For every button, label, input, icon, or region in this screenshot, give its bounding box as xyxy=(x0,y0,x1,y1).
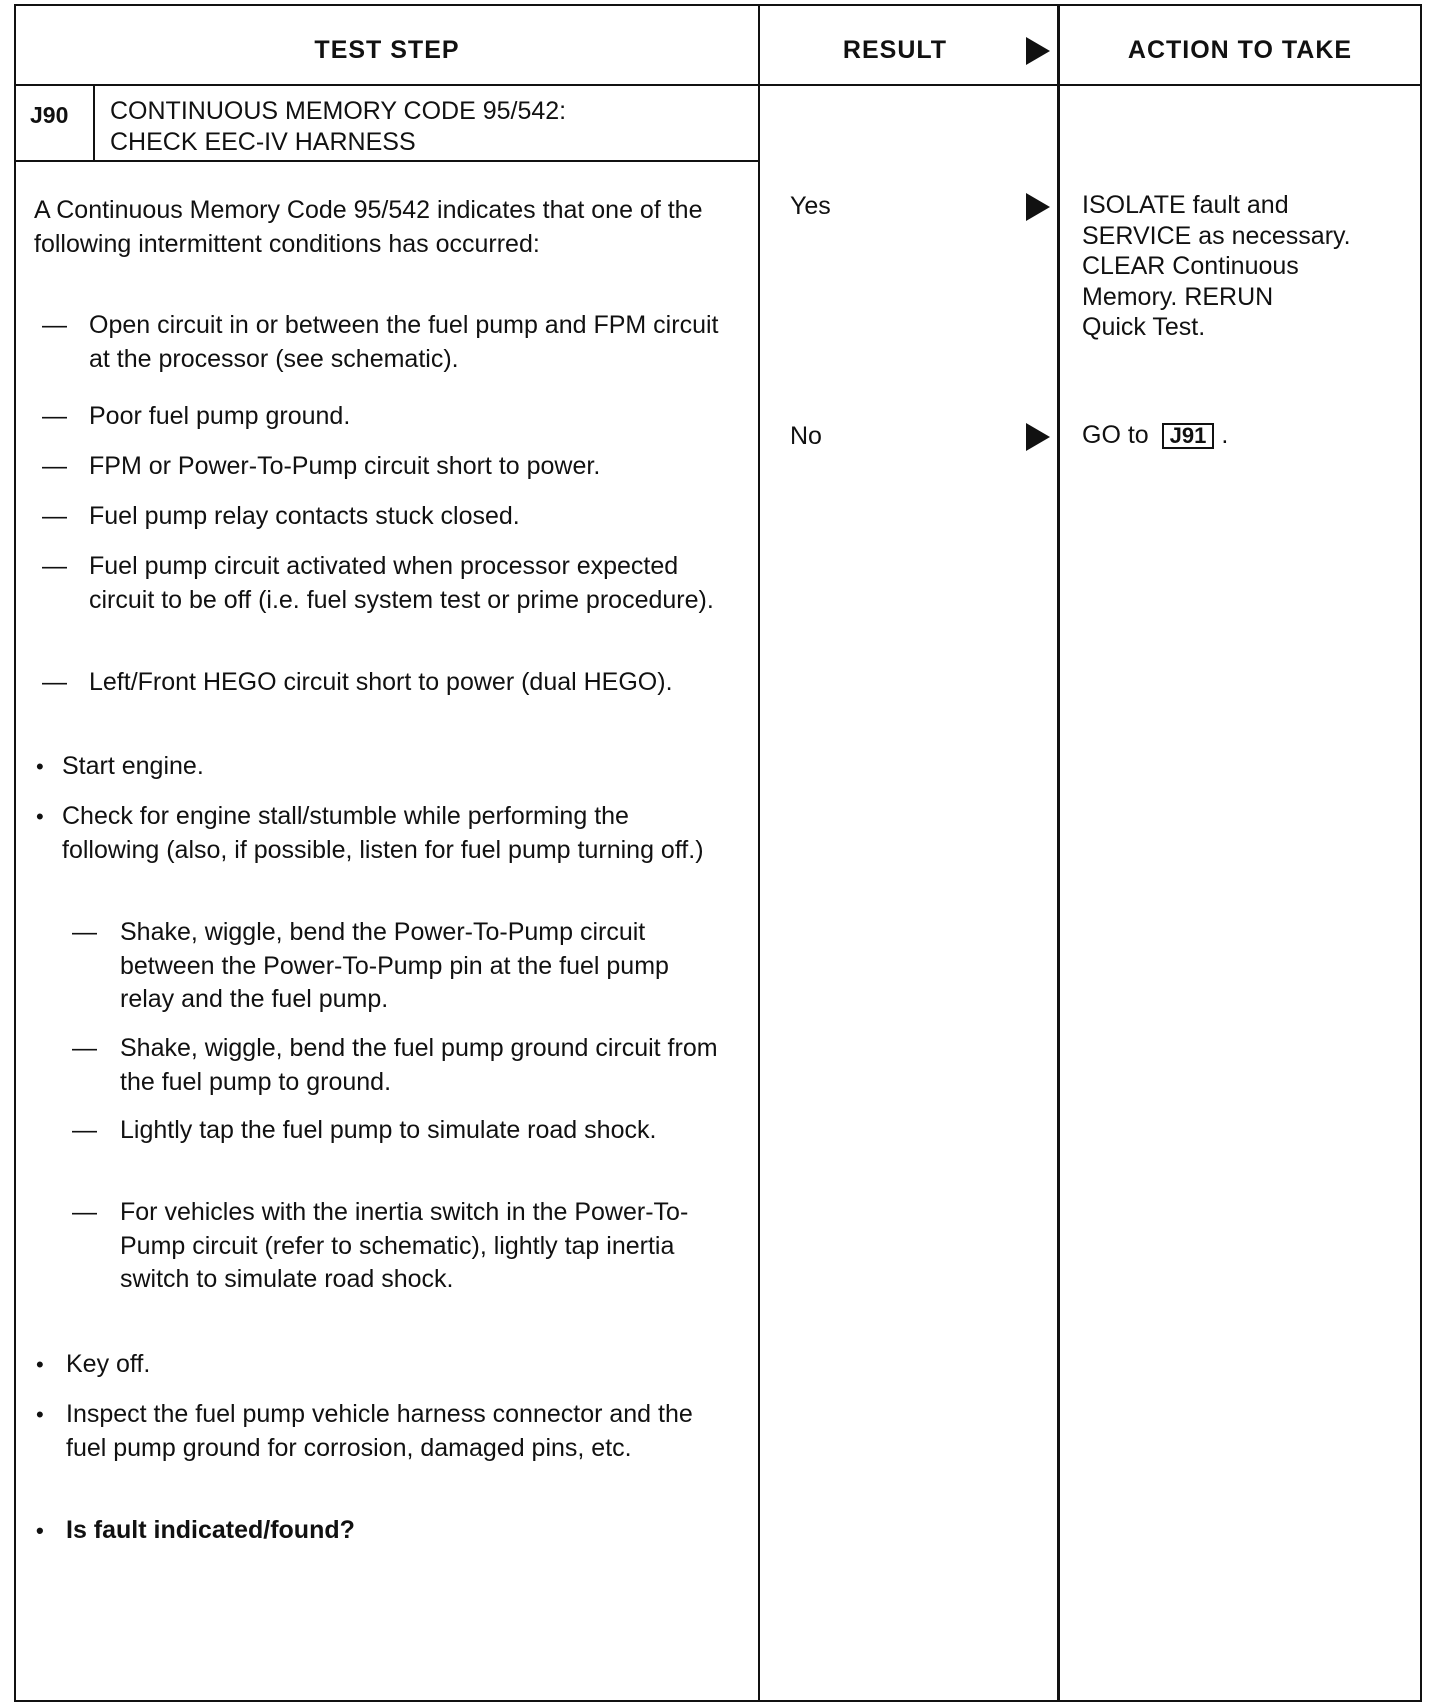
condition-item xyxy=(34,550,734,617)
divider-test-result xyxy=(758,6,760,1700)
condition-text: Fuel pump circuit activated when processor expected circuit to be off (i.e. fuel system test or prime procedure). xyxy=(89,552,714,614)
bullet-icon: • xyxy=(36,1518,44,1543)
step-title xyxy=(110,96,750,158)
bullet-icon: • xyxy=(36,754,44,779)
action-no xyxy=(1082,420,1412,451)
condition-text: Poor fuel pump ground. xyxy=(89,402,351,430)
diagnostic-table xyxy=(14,4,1422,1702)
dash-icon: — xyxy=(42,552,67,580)
bullet-key-off xyxy=(34,1348,734,1382)
action-yes-line4: Memory. RERUN xyxy=(1082,282,1274,311)
step-title-line2: CHECK EEC-IV HARNESS xyxy=(110,128,416,156)
subcheck-text: Shake, wiggle, bend the Power-To-Pump circuit between the Power-To-Pump pin at the fuel pump relay and the fuel pump. xyxy=(120,918,669,1013)
action-yes-line2: SERVICE as necessary. xyxy=(1082,221,1351,250)
result-yes-arrow-icon xyxy=(1026,193,1050,221)
condition-text: Left/Front HEGO circuit short to power (dual HEGO). xyxy=(89,668,673,696)
action-yes-line3: CLEAR Continuous xyxy=(1082,252,1299,280)
divider-step-id xyxy=(93,86,95,162)
dash-icon: — xyxy=(42,311,67,339)
condition-text: FPM or Power-To-Pump circuit short to power. xyxy=(89,452,601,480)
bullet-text: Start engine. xyxy=(62,752,204,780)
dash-icon: — xyxy=(42,402,67,430)
action-no-prefix: GO to xyxy=(1082,421,1149,449)
dash-icon: — xyxy=(72,1034,97,1062)
subcheck-item xyxy=(64,916,744,1017)
subcheck-item xyxy=(64,1032,744,1099)
step-id: J90 xyxy=(30,102,69,128)
bullet-inspect xyxy=(34,1398,734,1465)
header-action: ACTION TO TAKE xyxy=(1127,36,1353,64)
action-yes-line1: ISOLATE fault and xyxy=(1082,191,1289,219)
dash-icon: — xyxy=(42,502,67,530)
header-arrow-icon xyxy=(1026,37,1050,65)
dash-icon: — xyxy=(72,1116,97,1144)
step-ref-link[interactable]: J91 xyxy=(1162,423,1215,449)
condition-item xyxy=(34,500,734,534)
dash-icon: — xyxy=(72,1198,97,1226)
intro-paragraph: A Continuous Memory Code 95/542 indicates that one of the following intermittent conditions has occurred: xyxy=(34,196,703,258)
bullet-question xyxy=(34,1514,734,1548)
bullet-start-engine xyxy=(34,750,734,784)
dash-icon: — xyxy=(42,668,67,696)
header-result: RESULT xyxy=(842,36,948,64)
condition-item xyxy=(34,666,734,700)
question-text: Is fault indicated/found? xyxy=(66,1516,355,1544)
step-title-line1: CONTINUOUS MEMORY CODE 95/542: xyxy=(110,97,567,125)
action-yes xyxy=(1082,190,1412,343)
dash-icon: — xyxy=(72,918,97,946)
condition-item xyxy=(34,450,734,484)
header-rule xyxy=(16,84,1420,86)
bullet-icon: • xyxy=(36,1402,44,1427)
bullet-text: Key off. xyxy=(66,1350,151,1378)
bullet-icon: • xyxy=(36,804,44,829)
subcheck-item xyxy=(64,1114,744,1148)
divider-result-action xyxy=(1057,6,1060,1700)
action-yes-line5: Quick Test. xyxy=(1082,313,1206,341)
bullet-text: Check for engine stall/stumble while performing the following (also, if possible, listen for fuel pump turning off.) xyxy=(62,802,704,864)
subcheck-text: For vehicles with the inertia switch in the Power-To-Pump circuit (refer to schematic), lightly tap inertia switch to simulate road shock. xyxy=(120,1198,689,1293)
dash-icon: — xyxy=(42,452,67,480)
step-title-rule xyxy=(16,160,758,162)
condition-item xyxy=(34,400,734,434)
action-no-suffix: . xyxy=(1221,421,1229,449)
subcheck-text: Shake, wiggle, bend the fuel pump ground circuit from the fuel pump to ground. xyxy=(120,1034,718,1096)
condition-item xyxy=(34,309,734,376)
result-no-arrow-icon xyxy=(1026,423,1050,451)
bullet-icon: • xyxy=(36,1352,44,1377)
subcheck-item xyxy=(64,1196,744,1297)
bullet-check-engine xyxy=(34,800,734,867)
result-no: No xyxy=(790,422,822,450)
bullet-text: Inspect the fuel pump vehicle harness connector and the fuel pump ground for corrosion, damaged pins, etc. xyxy=(66,1400,693,1462)
result-yes: Yes xyxy=(790,192,831,220)
condition-text: Fuel pump relay contacts stuck closed. xyxy=(89,502,520,530)
condition-text: Open circuit in or between the fuel pump and FPM circuit at the processor (see schematic). xyxy=(89,311,719,373)
subcheck-text: Lightly tap the fuel pump to simulate road shock. xyxy=(120,1116,657,1144)
header-test-step: TEST STEP xyxy=(314,36,460,64)
